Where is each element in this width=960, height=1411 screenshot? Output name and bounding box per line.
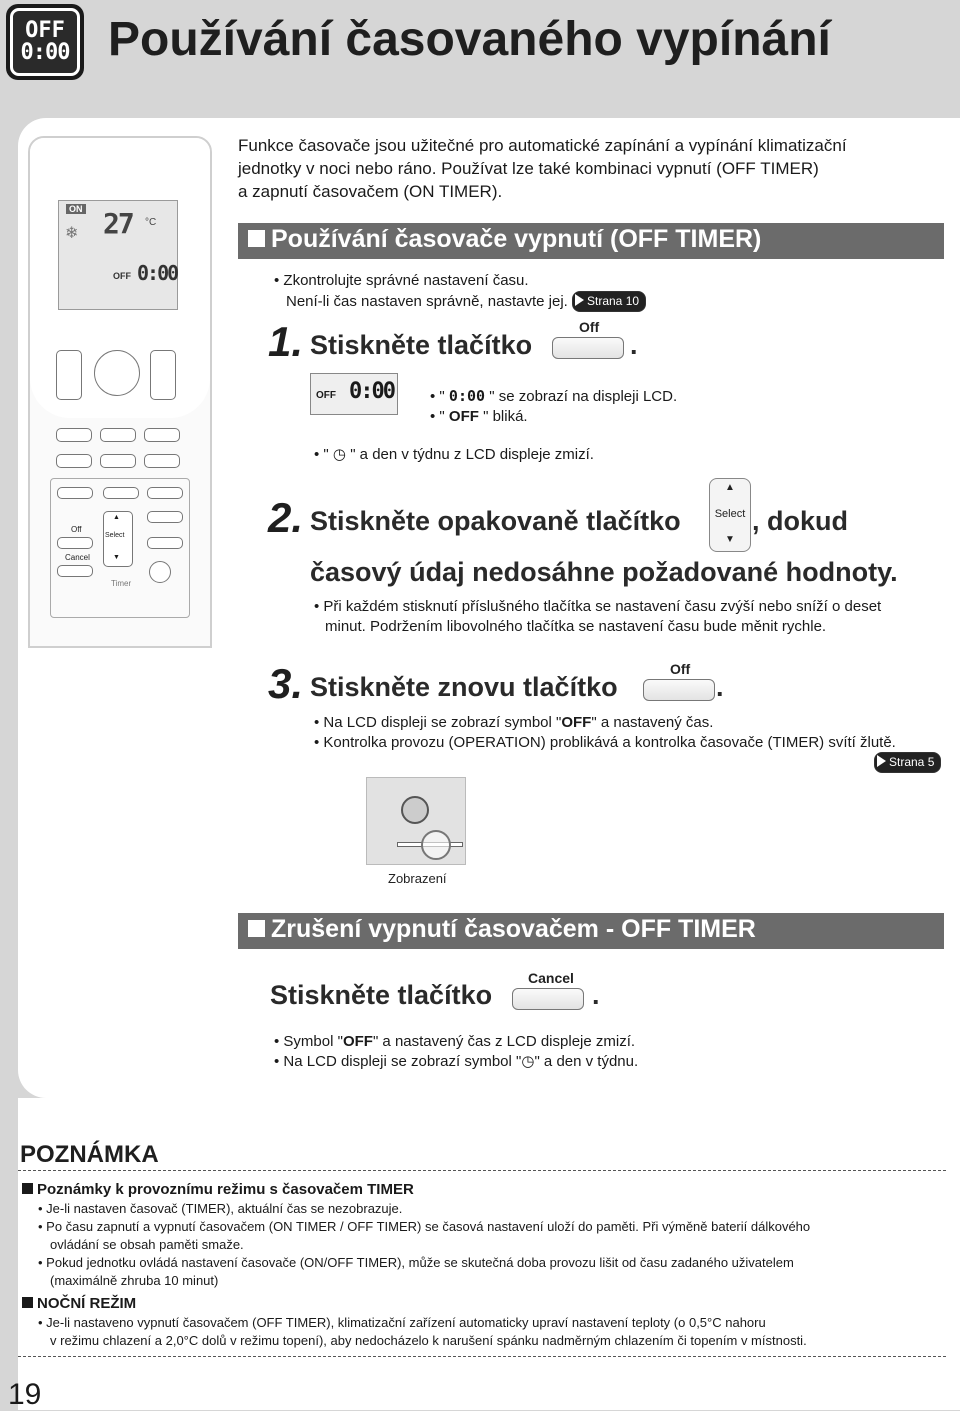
clock-icon: ◷	[332, 446, 347, 463]
lcd-time: 0:00	[137, 261, 178, 285]
up-arrow-icon: ▲	[725, 482, 735, 493]
remote-button-r1a[interactable]	[56, 428, 92, 442]
off-timer-icon	[6, 4, 84, 80]
remote-button-r2a[interactable]	[56, 454, 92, 468]
remote-control-illustration	[28, 136, 212, 648]
step3-bullet: • Na LCD displeji se zobrazí symbol "OFF" a nastavený čas.	[314, 714, 714, 731]
off-button-label: Off	[579, 319, 600, 335]
off-symbol: OFF	[561, 714, 592, 731]
bullet-text: minut. Podržením libovolného tlačítka se nastavení času bude měnit rychle.	[325, 618, 827, 635]
remote-cancel-button[interactable]	[57, 565, 93, 577]
snowflake-icon: ❄	[65, 225, 79, 242]
timer-lamp-highlight	[421, 830, 451, 860]
note-line: • Je-li nastaveno vypnutí časovačem (OFF TIMER), klimatizační zařízení automaticky upraví nastavení teploty (o 0,5°C nahoru	[38, 1315, 766, 1330]
bullet-text: " a nastavený čas z LCD displeje zmizí.	[372, 1033, 636, 1050]
remote-button-r5c[interactable]	[147, 537, 183, 549]
step-period: .	[716, 672, 724, 702]
quote: "	[323, 446, 329, 463]
step-period: .	[592, 980, 600, 1010]
remote-round-button[interactable]	[149, 561, 171, 583]
step-number: 2.	[268, 494, 304, 541]
off-button-label: Off	[670, 661, 691, 677]
bullet-text: " a nastavený čas.	[591, 714, 714, 731]
triangle-icon	[575, 294, 584, 306]
lcd-time: 0:00	[349, 379, 394, 404]
note-text: (maximálně zhruba 10 minut)	[50, 1273, 219, 1288]
down-arrow-icon: ▼	[725, 534, 735, 545]
intro-line: a zapnutí časovačem (ON TIMER).	[238, 182, 503, 201]
illustration-caption: Zobrazení	[388, 871, 447, 886]
remote-button-r3b[interactable]	[103, 487, 139, 499]
step-period: .	[630, 330, 638, 360]
note-text: v režimu chlazení a 2,0°C dolů v režimu topení), aby nedocházelo k narušení spánku nadměrným chlazením či topením v místnosti.	[50, 1333, 807, 1348]
bullet-text: Symbol "	[283, 1033, 343, 1050]
cancel-button-graphic[interactable]	[512, 988, 584, 1010]
note-text: Je-li nastaveno vypnutí časovačem (OFF TIMER), klimatizační zařízení automaticky upraví nastavení teploty (o 0,5°C nahoru	[46, 1315, 766, 1330]
lcd-off-indicator: OFF	[113, 271, 131, 281]
bullet-text: Na LCD displeji se zobrazí symbol "	[283, 1053, 522, 1070]
intro-line: jednotky v noci nebo ráno. Používat lze také kombinaci vypnutí (OFF TIMER)	[238, 159, 819, 178]
lcd-off-blink: OFF	[316, 390, 336, 401]
note-text: Po času zapnutí a vypnutí časovačem (ON TIMER / OFF TIMER) se časová nastavení uloží do paměti. Při výměně baterií dálkového	[46, 1219, 811, 1234]
check-text: Není-li čas nastaven správně, nastavte jej.	[286, 293, 568, 310]
intro-line: Funkce časovače jsou užitečné pro automatické zapínání a vypínání klimatizační	[238, 136, 847, 155]
bullet-text: Kontrolka provozu (OPERATION) problikává a kontrolka časovače (TIMER) svítí žlutě.	[323, 734, 896, 751]
select-button-graphic[interactable]	[709, 478, 751, 552]
select-button-label: Select	[714, 508, 746, 520]
bullet-text: Na LCD displeji se zobrazí symbol "	[323, 714, 562, 731]
step-title-cont: , dokud	[752, 506, 848, 536]
remote-button-r2c[interactable]	[144, 454, 180, 468]
subheading-text: Poznámky k provoznímu režimu s časovačem TIMER	[37, 1181, 414, 1198]
off-button-graphic[interactable]	[552, 337, 624, 359]
operation-lamp-icon	[401, 796, 429, 824]
check-item: • Zkontrolujte správné nastavení času.	[274, 272, 529, 289]
step-number: 1.	[268, 318, 304, 365]
step-title: Stiskněte tlačítko	[270, 980, 493, 1010]
note-title: POZNÁMKA	[20, 1141, 159, 1168]
check-item	[286, 291, 646, 312]
note-line: • Po času zapnutí a vypnutí časovačem (ON TIMER / OFF TIMER) se časová nastavení uloží do paměti. Při výměně baterií dálkového	[38, 1219, 811, 1234]
remote-button-r4c[interactable]	[147, 511, 183, 523]
off-button-graphic[interactable]	[643, 679, 715, 701]
remote-select-label: Select	[105, 532, 125, 539]
off-symbol: OFF	[342, 1033, 373, 1050]
step-number: 3.	[268, 660, 304, 707]
remote-off-label: Off	[71, 525, 82, 534]
intro-text	[238, 134, 938, 203]
step1-bullet: • " 0:00 " se zobrazí na displeji LCD.	[430, 387, 678, 405]
bullet-text: " a den v týdnu.	[534, 1053, 639, 1070]
up-arrow-icon: ▲	[113, 514, 120, 521]
remote-power-button[interactable]	[94, 350, 140, 396]
section-title: Používání časovače vypnutí (OFF TIMER)	[271, 225, 762, 253]
remote-cancel-label: Cancel	[65, 553, 90, 562]
square-bullet-icon	[248, 230, 265, 247]
remote-timer-label: Timer	[111, 579, 132, 588]
note-subheading	[22, 1295, 136, 1312]
step-title: Stiskněte tlačítko	[310, 330, 533, 360]
remote-timer-panel	[50, 478, 190, 618]
square-bullet-icon	[22, 1183, 33, 1194]
remote-temp-button[interactable]	[56, 350, 82, 400]
cancel-button-label: Cancel	[528, 970, 574, 986]
bullet-text: Při každém stisknutí příslušného tlačítka se nastavení času zvýší nebo sníží o deset	[323, 598, 882, 615]
lcd-on-indicator: ON	[66, 204, 86, 214]
page-number: 19	[8, 1378, 42, 1411]
cancel-bullet: • Symbol "OFF" a nastavený čas z LCD displeje zmizí.	[274, 1033, 636, 1050]
remote-button-r1b[interactable]	[100, 428, 136, 442]
quote: "	[439, 388, 445, 405]
note-subheading	[22, 1181, 414, 1198]
badge-text: Strana 10	[587, 294, 640, 308]
page-title: Používání časovaného vypínání	[108, 13, 831, 66]
lcd-unit: °C	[145, 217, 157, 228]
remote-mode-button[interactable]	[150, 350, 176, 400]
bullet-text: " a den v týdnu z LCD displeje zmizí.	[350, 446, 594, 463]
step1-bullet: • " ◷ " a den v týdnu z LCD displeje zmizí.	[314, 446, 594, 463]
cancel-bullet: • Na LCD displeji se zobrazí symbol "◷" a den v týdnu.	[274, 1053, 639, 1070]
down-arrow-icon: ▼	[113, 554, 120, 561]
clock-icon: ◷	[521, 1053, 535, 1070]
remote-button-r3a[interactable]	[57, 487, 93, 499]
remote-select-button[interactable]	[103, 511, 133, 567]
page-reference-badge[interactable]	[874, 752, 941, 773]
icon-time-text: 0:00	[20, 40, 70, 65]
step-title: Stiskněte znovu tlačítko	[310, 672, 618, 702]
note-text: ovládání se obsah paměti smaže.	[50, 1237, 244, 1252]
lcd-preview	[310, 373, 398, 415]
section-title: Zrušení vypnutí časovačem - OFF TIMER	[271, 915, 756, 943]
page-ref	[874, 752, 941, 773]
step2-bullet: • Při každém stisknutí příslušného tlačítka se nastavení času zvýší nebo sníží o deset	[314, 598, 882, 615]
bullet-text: " se zobrazí na displeji LCD.	[489, 388, 678, 405]
unit-display-illustration	[366, 777, 466, 865]
remote-off-button[interactable]	[57, 537, 93, 549]
step-title: Stiskněte opakovaně tlačítko	[310, 506, 681, 536]
note-text: Pokud jednotku ovládá nastavení časovače (ON/OFF TIMER), může se skutečná doba provozu lišit od času zadaného uživatelem	[46, 1255, 794, 1270]
remote-button-r1c[interactable]	[144, 428, 180, 442]
page-header	[0, 0, 960, 88]
section-heading-cancel-timer	[238, 913, 944, 949]
lcd-temperature: 27	[103, 207, 133, 240]
note-line: • Pokud jednotku ovládá nastavení časovače (ON/OFF TIMER), může se skutečná doba provozu lišit od času zadaného uživatelem	[38, 1255, 794, 1270]
quote: "	[439, 408, 445, 425]
remote-button-r2b[interactable]	[100, 454, 136, 468]
remote-lcd	[58, 200, 178, 310]
bullet-text: " bliká.	[483, 408, 528, 425]
square-bullet-icon	[22, 1297, 33, 1308]
time-symbol: 0:00	[448, 387, 486, 405]
badge-text: Strana 5	[889, 755, 935, 769]
step3-bullet: • Kontrolka provozu (OPERATION) problikává a kontrolka časovače (TIMER) svítí žlutě.	[314, 734, 896, 751]
note-line: • Je-li nastaven časovač (TIMER), aktuální čas se nezobrazuje.	[38, 1201, 403, 1216]
dashed-divider	[18, 1170, 946, 1171]
page-reference-badge[interactable]	[572, 291, 646, 312]
check-text: Zkontrolujte správné nastavení času.	[283, 272, 529, 289]
icon-off-text: OFF	[25, 18, 65, 43]
subheading-text: NOČNÍ REŽIM	[37, 1295, 137, 1312]
step1-bullet: • " OFF " bliká.	[430, 408, 528, 425]
note-text: Je-li nastaven časovač (TIMER), aktuální čas se nezobrazuje.	[46, 1201, 403, 1216]
triangle-icon	[877, 755, 886, 767]
dashed-divider	[18, 1356, 946, 1357]
off-symbol: OFF	[448, 408, 479, 425]
square-bullet-icon	[248, 920, 265, 937]
remote-button-r3c[interactable]	[147, 487, 183, 499]
section-heading-off-timer	[238, 223, 944, 259]
step-title-cont: časový údaj nedosáhne požadované hodnoty.	[310, 557, 898, 587]
